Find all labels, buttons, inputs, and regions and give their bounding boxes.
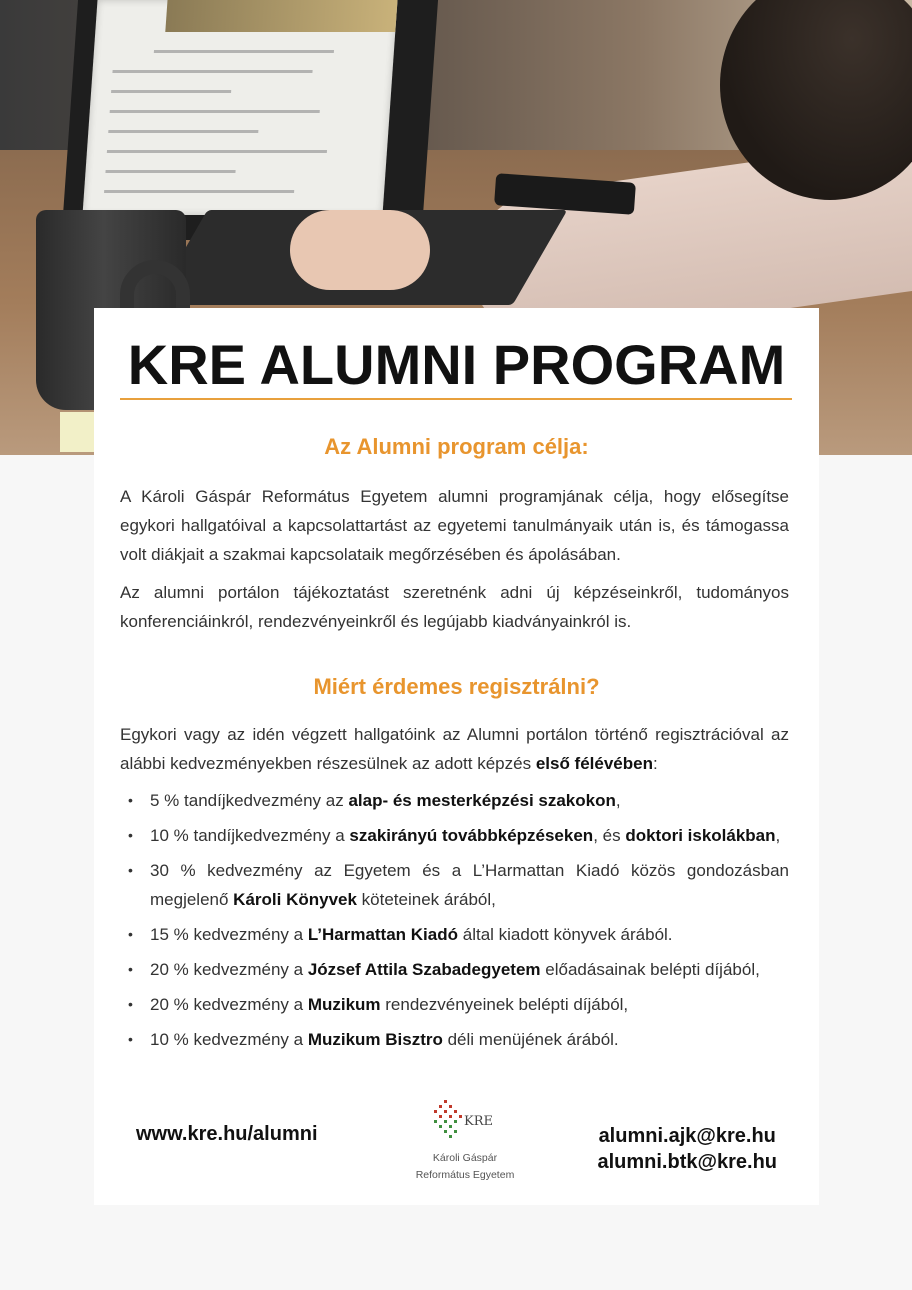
benefit-text: 5 % tandíjkedvezmény az bbox=[150, 791, 349, 810]
email-link-ajk[interactable]: alumni.ajk@kre.hu bbox=[598, 1125, 776, 1147]
benefit-item bbox=[120, 1025, 789, 1054]
benefit-item bbox=[120, 990, 789, 1019]
hero-screen-line bbox=[112, 70, 312, 73]
why-register-intro bbox=[120, 720, 789, 778]
page-title: KRE ALUMNI PROGRAM bbox=[127, 333, 786, 396]
benefit-bold: szakirányú továbbképzéseken bbox=[349, 826, 594, 845]
bullet-icon: • bbox=[128, 792, 133, 808]
hero-screen-line bbox=[111, 90, 231, 93]
benefit-item bbox=[120, 920, 789, 949]
benefit-text: , és bbox=[593, 826, 626, 845]
kre-logo-icon bbox=[430, 1098, 500, 1148]
benefit-bold: doktori iskolákban bbox=[625, 826, 776, 845]
benefit-bold: Muzikum bbox=[307, 995, 381, 1014]
benefit-bold: József Attila Szabadegyetem bbox=[307, 960, 541, 979]
hero-screen-line bbox=[108, 130, 258, 133]
benefit-text: 30 % kedvezmény az Egyetem és a L’Harmattan Kiadó közös gondozásban megjelenő bbox=[150, 861, 789, 909]
contact-emails bbox=[597, 1123, 777, 1175]
bullet-icon: • bbox=[128, 862, 133, 878]
benefit-text: által kiadott könyvek árából. bbox=[458, 925, 673, 944]
section-heading-goal: Az Alumni program célja: bbox=[324, 434, 589, 459]
bullet-icon: • bbox=[128, 926, 133, 942]
hero-screen-line bbox=[104, 190, 294, 193]
benefit-text: déli menüjének árából. bbox=[442, 1030, 619, 1049]
benefits-list bbox=[120, 786, 789, 1060]
intro-bold: első félévében bbox=[535, 754, 653, 773]
hero-screen-banner bbox=[165, 0, 397, 32]
benefit-text: 20 % kedvezmény a bbox=[150, 960, 308, 979]
benefit-item bbox=[120, 955, 789, 984]
benefit-text: 20 % kedvezmény a bbox=[150, 995, 308, 1014]
benefit-text: 10 % kedvezmény a bbox=[150, 1030, 308, 1049]
title-divider bbox=[120, 398, 792, 400]
logo-name-line-1: Károli Gáspár bbox=[432, 1152, 498, 1164]
content-card bbox=[94, 308, 819, 1205]
benefit-text: rendezvényeinek belépti díjából, bbox=[380, 995, 629, 1014]
hero-screen-line bbox=[154, 50, 334, 53]
benefit-text: , bbox=[775, 826, 781, 845]
hero-laptop-screen bbox=[82, 0, 397, 215]
bullet-icon: • bbox=[128, 827, 133, 843]
intro-end: : bbox=[652, 754, 658, 773]
benefit-text: 10 % tandíjkedvezmény a bbox=[150, 826, 350, 845]
email-link-btk[interactable]: alumni.btk@kre.hu bbox=[597, 1151, 777, 1173]
goal-paragraph-1: A Károli Gáspár Református Egyetem alumni programjának célja, hogy elősegítse egykori hallgatóival a kapcsolattartást az egyetemi tanulmányaik után is, és támogassa volt diákjait a szakmai kapcsolataik megőrzésében és ápolásában. bbox=[120, 487, 789, 564]
hero-screen-line bbox=[107, 150, 327, 153]
goal-paragraph-2: Az alumni portálon tájékoztatást szeretnénk adni új képzéseinkről, tudományos konferenciáinkról, rendezvényeinkről és legújabb kiadványainkról is. bbox=[120, 583, 789, 631]
benefit-text: előadásainak belépti díjából, bbox=[540, 960, 760, 979]
benefit-text: , bbox=[615, 791, 621, 810]
intro-text: Egykori vagy az idén végzett hallgatóink az Alumni portálon történő regisztrációval az alábbi kedvezményekben részesülnek az adott képzés bbox=[120, 725, 789, 773]
bullet-icon: • bbox=[128, 996, 133, 1012]
benefit-bold: Károli Könyvek bbox=[233, 890, 357, 909]
benefit-text: 15 % kedvezmény a bbox=[150, 925, 308, 944]
benefit-item bbox=[120, 856, 789, 914]
section-heading-why-register: Miért érdemes regisztrálni? bbox=[313, 674, 600, 699]
hero-screen-line bbox=[110, 110, 320, 113]
hero-hand bbox=[290, 210, 430, 290]
kre-logo bbox=[400, 1098, 530, 1193]
benefit-text: köteteinek árából, bbox=[356, 890, 496, 909]
bullet-icon: • bbox=[128, 1031, 133, 1047]
hero-screen-line bbox=[105, 170, 235, 173]
bullet-icon: • bbox=[128, 961, 133, 977]
benefit-bold: L’Harmattan Kiadó bbox=[307, 925, 459, 944]
benefit-bold: alap- és mesterképzési szakokon bbox=[348, 791, 616, 810]
website-link[interactable]: www.kre.hu/alumni bbox=[136, 1123, 318, 1145]
logo-name-line-2: Református Egyetem bbox=[415, 1169, 515, 1181]
benefit-bold: Muzikum Bisztro bbox=[307, 1030, 443, 1049]
logo-text: KRE bbox=[464, 1114, 493, 1129]
benefit-item bbox=[120, 821, 789, 850]
benefit-item bbox=[120, 786, 789, 815]
